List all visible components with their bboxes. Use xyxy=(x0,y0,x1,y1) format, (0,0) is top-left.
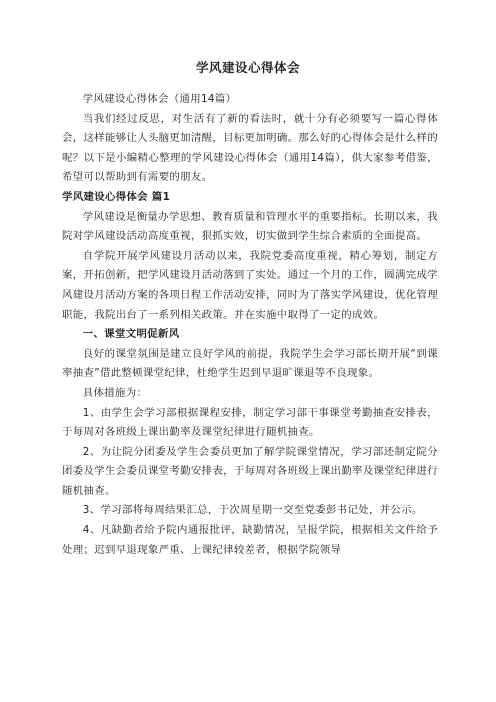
list-item: 4、凡缺勤者给予院内通报批评，缺勤情况，呈报学院，根据相关文件给予处理；迟到早退现象严重、上课纪律较差者，根据学院领导 xyxy=(62,524,438,556)
section-heading: 学风建设心得体会 篇1 xyxy=(62,190,171,203)
paragraph: 自学院开展学风建设月活动以来，我院党委高度重视，精心筹划，制定方案，开拓创新，把学风建设月活动落到了实处。通过一个月的工作，圆满完成学风建设月活动方案的各项日程工作活动安排，同时为了落实学风建设，优化管理职能，我院出台了一系列相关政策。并在实施中取得了一定的成效。 xyxy=(62,249,438,321)
list-item: 3、学习部将每周结果汇总，于次周星期一交至党委彭书记处，并公示。 xyxy=(82,504,423,517)
paragraph-subtitle: 学风建设心得体会（通用14篇） xyxy=(82,93,237,105)
list-item: 2、为让院分团委及学生会委员更加了解学院课堂情况，学习部还制定院分团委及学生会委员课堂考勤安排表，于每周对各班级上课出勤率及课堂纪律进行随机抽查。 xyxy=(62,445,438,497)
paragraph-intro: 当我们经过反思，对生活有了新的看法时，就十分有必须要写一篇心得体会，这样能够让人头脑更加清醒，目标更加明确。那么好的心得体会是什么样的呢？以下是小编精心整理的学风建设心得体会（通用14篇），供大家参考借鉴，希望可以帮助到有需要的朋友。 xyxy=(62,112,438,184)
paragraph: 学风建设是衡量办学思想、教育质量和管理水平的重要指标。长期以来，我院对学风建设活动高度重视，狠抓实效，切实做到学生综合素质的全面提高。 xyxy=(62,210,438,243)
paragraph: 具体措施为： xyxy=(82,386,148,399)
document-title: 学风建设心得体会 xyxy=(195,60,300,75)
paragraph: 良好的课堂氛围是建立良好学风的前提，我院学生会学习部长期开展“到课率抽查”借此整顿课堂纪律，杜绝学生迟到早退旷课退等不良现象。 xyxy=(62,347,438,380)
document-body xyxy=(62,90,438,560)
subsection-heading: 一、课堂文明促新风 xyxy=(82,328,180,341)
list-item: 1、由学生会学习部根据课程安排，制定学习部干事课堂考勤抽查安排表，于每周对各班级上课出勤率及课堂纪律进行随机抽查。 xyxy=(62,406,438,439)
